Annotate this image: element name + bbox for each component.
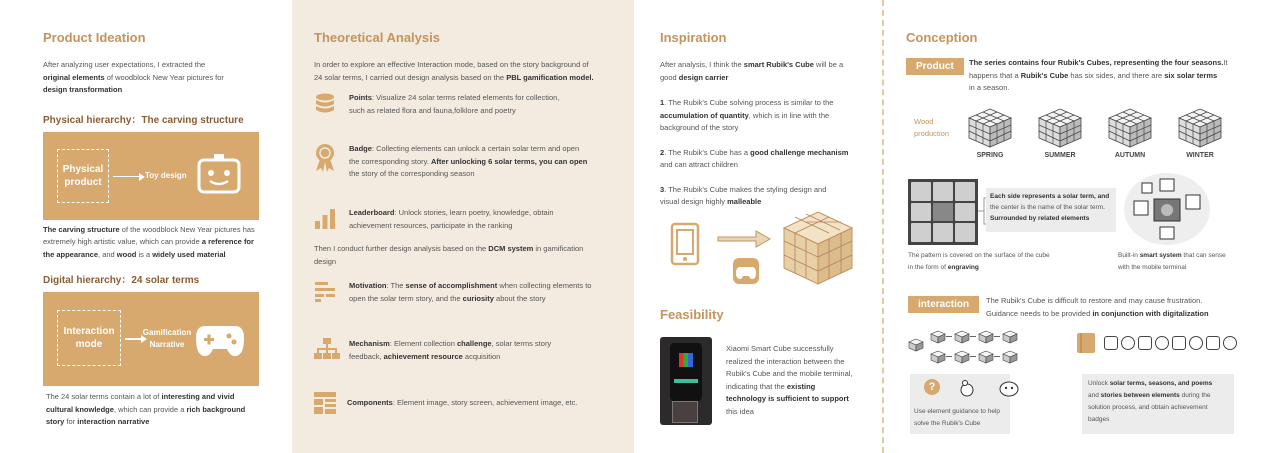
badge-label: Badge [349, 144, 372, 153]
text: . The Rubik's Cube solving process is similar to the [664, 98, 834, 107]
text: of the woodblock New Year pictures has [119, 224, 255, 234]
bold-text: The carving structure [43, 224, 120, 234]
face-element-cell [955, 203, 975, 222]
bold-text: achievement resource [383, 351, 463, 361]
season-cube-summer [1038, 108, 1082, 153]
face-grid [911, 182, 975, 242]
product-ideation-title: Product Ideation [43, 30, 146, 45]
text: , and [98, 249, 117, 259]
bold-text: Each side represents a solar term, and [990, 193, 1110, 200]
bold-text: engraving [947, 264, 979, 271]
text: , which is in line with the [748, 110, 830, 120]
cube-on-screen [679, 353, 693, 367]
solving-step-cube [978, 350, 994, 369]
mechanism-label: Mechanism [349, 339, 390, 348]
brush-icon [1104, 336, 1118, 350]
season-label: WINTER [1186, 152, 1214, 159]
element-guidance-text [914, 406, 1000, 430]
bird-icon [1155, 336, 1169, 350]
inspiration-intro [660, 59, 870, 84]
bold-text: curiosity [462, 293, 494, 303]
text: 24 solar terms, I carried out design analysis based on the [314, 72, 507, 82]
bold-text: six solar terms [1164, 70, 1218, 80]
text: : The [386, 281, 406, 290]
text: in a season. [969, 83, 1010, 92]
bar-chart-icon [314, 207, 336, 229]
text: , solar terms story [491, 339, 552, 348]
list-lines-icon [314, 280, 336, 302]
text: extremely high artistic value, which can provide [43, 237, 202, 246]
lantern-icon [1121, 336, 1135, 350]
text: realized the interaction between the [726, 356, 845, 366]
screen-progress [674, 379, 698, 383]
face-element-cell [911, 223, 931, 242]
text: and can attract children [660, 160, 738, 169]
bold-text: solar terms, seasons, and poems [1109, 380, 1213, 387]
theory-intro [314, 59, 620, 84]
exploded-cube-illustration [1124, 173, 1210, 245]
text: with the mobile terminal [1118, 264, 1187, 271]
text: when collecting elements to [497, 281, 592, 290]
bold-text: a reference for [201, 237, 254, 246]
season-label: AUTUMN [1114, 152, 1146, 159]
text: feedback, [349, 351, 384, 361]
arrow-icon [994, 356, 1000, 357]
text: acquisition [462, 351, 501, 361]
season-label: SPRING [976, 152, 1004, 159]
toy-robot-icon [196, 154, 242, 194]
conception-column [886, 0, 1280, 453]
text: . The Rubik's Cube has a [664, 147, 751, 157]
conception-title: Conception [906, 30, 978, 45]
badge-text [349, 143, 620, 181]
bold-text: existing [786, 381, 816, 391]
medal-badge-icon [314, 143, 336, 173]
season-label: SUMMER [1044, 152, 1076, 159]
element-guidance-box [910, 374, 1010, 434]
phone-screen [670, 343, 702, 401]
lightning-icon [1172, 336, 1186, 350]
text: Then I conduct further design analysis based on the [314, 244, 489, 253]
text: has six sides, and there are [1068, 70, 1165, 80]
components-label: Components [347, 398, 393, 407]
bold-text: interaction narrative [77, 417, 150, 426]
feasibility-text [726, 343, 853, 418]
face-element-cell [933, 223, 953, 242]
side-explanation-text [986, 188, 1116, 227]
bold-text: rich background [186, 404, 246, 414]
text: about the story [493, 293, 546, 303]
text: is a [136, 249, 153, 259]
text: visual design highly [660, 197, 728, 206]
text: Use element guidance to help [914, 408, 1001, 415]
bird-on-branch-icon [958, 379, 976, 397]
text: : Unlock stories, learn poetry, knowledge, obtain [394, 208, 554, 217]
gamification-narrative-label: Gamification Narrative [142, 328, 192, 349]
wooden-rubiks-cube-image [782, 210, 854, 286]
ideation-intro-bold: original elements [43, 72, 105, 82]
bold-text: widely used material [152, 249, 226, 259]
unlock-text [1082, 374, 1234, 430]
arrow-icon [946, 336, 952, 337]
question-mark-icon: ? [924, 379, 940, 395]
bold-text: sense of accomplishment [405, 281, 498, 290]
interaction-description [986, 295, 1209, 320]
smart-cube-phone-image [660, 337, 712, 425]
solving-step-cube [908, 338, 924, 357]
components-text [347, 392, 620, 410]
hierarchy-icon [314, 338, 340, 360]
fish-icon [1189, 336, 1203, 350]
leaderboard-item [314, 207, 620, 232]
product-ideation-column [0, 0, 292, 453]
text: design [314, 256, 337, 266]
wooden-arrow-icon [716, 228, 772, 250]
ideation-intro-line: After analyzing user expectations, I extracted the [43, 60, 206, 69]
arrow-icon [113, 176, 143, 178]
solving-step-cube [954, 350, 970, 369]
text: After analysis, I think the [660, 60, 744, 69]
motivation-item [314, 280, 620, 305]
interaction-mode-box: Interaction mode [57, 310, 121, 366]
number: 2 [660, 147, 665, 157]
text: Xiaomi Smart Cube successfully [726, 344, 834, 353]
ideation-intro [43, 59, 270, 97]
text: such as related flora and fauna,folklore and poetry [349, 105, 516, 115]
inspiration-column [634, 0, 884, 453]
coin-stack-icon [314, 92, 336, 114]
theoretical-analysis-column [292, 0, 634, 453]
solving-step-cube [978, 330, 994, 349]
hand-held-cube [672, 401, 698, 423]
game-app-icon [733, 258, 759, 284]
text: the center is the name of the solar term. [990, 204, 1105, 211]
face-element-cell [933, 182, 953, 201]
interaction-tag: interaction [908, 296, 979, 313]
season-cube-winter [1178, 108, 1222, 153]
ideation-intro-bold: design transformation [43, 85, 123, 94]
physical-hierarchy-panel [43, 132, 259, 220]
face-element-cell [911, 182, 931, 201]
text: that can sense [1181, 252, 1226, 259]
bold-text: PBL gamification model. [506, 72, 594, 82]
insect-icon [1223, 336, 1237, 350]
text: , which can provide a [113, 404, 187, 414]
number: 1 [660, 98, 665, 107]
bold-text: After unlocking 6 solar terms, you can open [431, 156, 588, 166]
text: for [64, 417, 78, 426]
inspiration-point-2 [660, 147, 870, 172]
bold-text: good challenge mechanism [750, 147, 849, 157]
bold-text: smart system [1139, 252, 1182, 259]
text: : Element image, story screen, achievement image, etc. [392, 398, 578, 407]
face-element-cell [955, 182, 975, 201]
arrow-icon [970, 336, 976, 337]
text: Rubik's Cube and the mobile terminal, [726, 369, 853, 378]
bold-text: accumulation of quantity [660, 110, 749, 120]
bold-text: design carrier [678, 72, 729, 82]
text: The 24 solar terms contain a lot of [46, 392, 162, 401]
motivation-label: Motivation [349, 281, 387, 290]
solving-step-cube [1002, 350, 1018, 369]
side-explanation-box [986, 188, 1116, 232]
face-element-cell [911, 203, 931, 222]
unlock-content-box [1082, 374, 1234, 434]
solving-step-cube [930, 330, 946, 349]
arrow-icon [946, 356, 952, 357]
text: and [1088, 392, 1101, 399]
cube-solving-steps [908, 328, 1048, 370]
pattern-caption [908, 250, 1050, 274]
text: : Element collection [389, 339, 457, 348]
text: happens that a [969, 70, 1021, 80]
bold-text: in conjunction with digitalization [1092, 308, 1209, 318]
flower-icon [1206, 336, 1220, 350]
cube-face-pattern-image [908, 179, 978, 245]
text: in gamification [533, 244, 584, 253]
digital-hierarchy-heading: Digital hierarchy：24 solar terms [43, 275, 200, 286]
bold-text: Rubik's Cube [1020, 70, 1069, 80]
components-item [314, 392, 620, 410]
badge-item [314, 143, 620, 181]
bold-text: story [46, 417, 65, 426]
digital-hierarchy-panel [43, 292, 259, 386]
text: solution process, and obtain achievement [1088, 404, 1208, 411]
text: solve the Rubik's Cube [914, 420, 981, 427]
text: the corresponding story. [349, 156, 431, 166]
text: open the solar term story, and the [349, 293, 463, 303]
inspiration-title: Inspiration [660, 30, 727, 45]
season-cube-autumn [1108, 108, 1152, 153]
grid-layout-icon [314, 392, 336, 414]
text: during the [1179, 392, 1211, 399]
bold-text: wood [116, 249, 137, 259]
text: . The Rubik's Cube makes the styling design and [664, 184, 827, 194]
motivation-text [349, 280, 620, 305]
bold-text: Surrounded by related elements [990, 215, 1090, 222]
feasibility-title: Feasibility [660, 307, 724, 322]
physical-product-box: Physical product [57, 149, 109, 203]
text: achievement resources, participate in the ranking [349, 220, 513, 230]
points-item [314, 92, 620, 117]
text: The Rubik's Cube is difficult to restore and may cause frustration. [986, 296, 1203, 305]
solving-step-cube [954, 330, 970, 349]
points-label: Points [349, 93, 372, 102]
inspiration-point-1 [660, 97, 870, 135]
physical-hierarchy-text [43, 224, 270, 262]
text: : Visualize 24 solar terms related elements for collection, [371, 93, 560, 102]
bold-text: DCM system [488, 244, 534, 253]
leaderboard-label: Leaderboard [349, 208, 395, 217]
theoretical-analysis-title: Theoretical Analysis [314, 30, 440, 45]
physical-hierarchy-heading: Physical hierarchy：The carving structure [43, 114, 244, 126]
solving-step-cube [1002, 330, 1018, 349]
bold-text: smart Rubik's Cube [743, 60, 814, 69]
product-description [969, 57, 1228, 95]
smart-system-caption [1118, 250, 1226, 274]
text: Built-in [1118, 252, 1140, 259]
tiger-figure-icon [998, 379, 1020, 397]
text: indicating that the [726, 381, 787, 391]
arrow-icon [970, 356, 976, 357]
bold-text: challenge [456, 339, 492, 348]
text: In order to explore an effective Interaction mode, based on the story background of [314, 60, 589, 69]
text: badges [1088, 416, 1110, 423]
face-element-cell [955, 223, 975, 242]
arrow-icon [994, 336, 1000, 337]
text: It [1223, 58, 1228, 67]
ideation-intro-line: of woodblock New Year pictures for [104, 72, 224, 82]
bold-text: stories between elements [1100, 392, 1180, 399]
dcm-intro [314, 243, 620, 268]
gamepad-icon [195, 322, 245, 358]
solar-term-elements-row [1104, 334, 1254, 352]
text: the story of the corresponding season [349, 169, 475, 178]
season-cube-spring [968, 108, 1012, 153]
bold-text: the appearance [43, 249, 99, 259]
product-tag: Product [906, 58, 964, 75]
text: in the form of [908, 264, 948, 271]
inspiration-point-3 [660, 184, 870, 209]
leaderboard-text [349, 207, 620, 232]
solving-step-cube [930, 350, 946, 369]
text: this idea [726, 406, 754, 416]
face-center-cell [933, 203, 953, 222]
book-icon [1076, 332, 1096, 354]
text: The pattern is covered on the surface of the cube [908, 252, 1050, 259]
cloud-icon [1138, 336, 1152, 350]
bold-text: cultural knowledge [46, 404, 114, 414]
bold-text: technology is sufficient to support [726, 394, 849, 403]
points-text [349, 92, 620, 117]
text: Guidance needs to be provided [986, 308, 1093, 318]
bold-text: malleable [727, 197, 762, 206]
toy-design-label: Toy design [145, 170, 187, 180]
text: : Collecting elements can unlock a certain solar term and open [371, 144, 580, 153]
number: 3 [660, 184, 665, 194]
bold-text: interesting and vivid [161, 392, 235, 401]
bold-text: The series contains four Rubik's Cubes, representing the four seasons. [969, 58, 1224, 67]
digital-hierarchy-text [46, 391, 270, 429]
text: background of the story [660, 123, 739, 132]
mechanism-item [314, 338, 620, 363]
phone-icon [670, 222, 700, 266]
internal-structure-image [1124, 173, 1210, 245]
text: good [660, 72, 679, 82]
text: will be a [813, 60, 844, 69]
wood-production-label: Wood production [914, 117, 950, 138]
mechanism-text [349, 338, 620, 363]
text: Unlock [1088, 380, 1110, 387]
